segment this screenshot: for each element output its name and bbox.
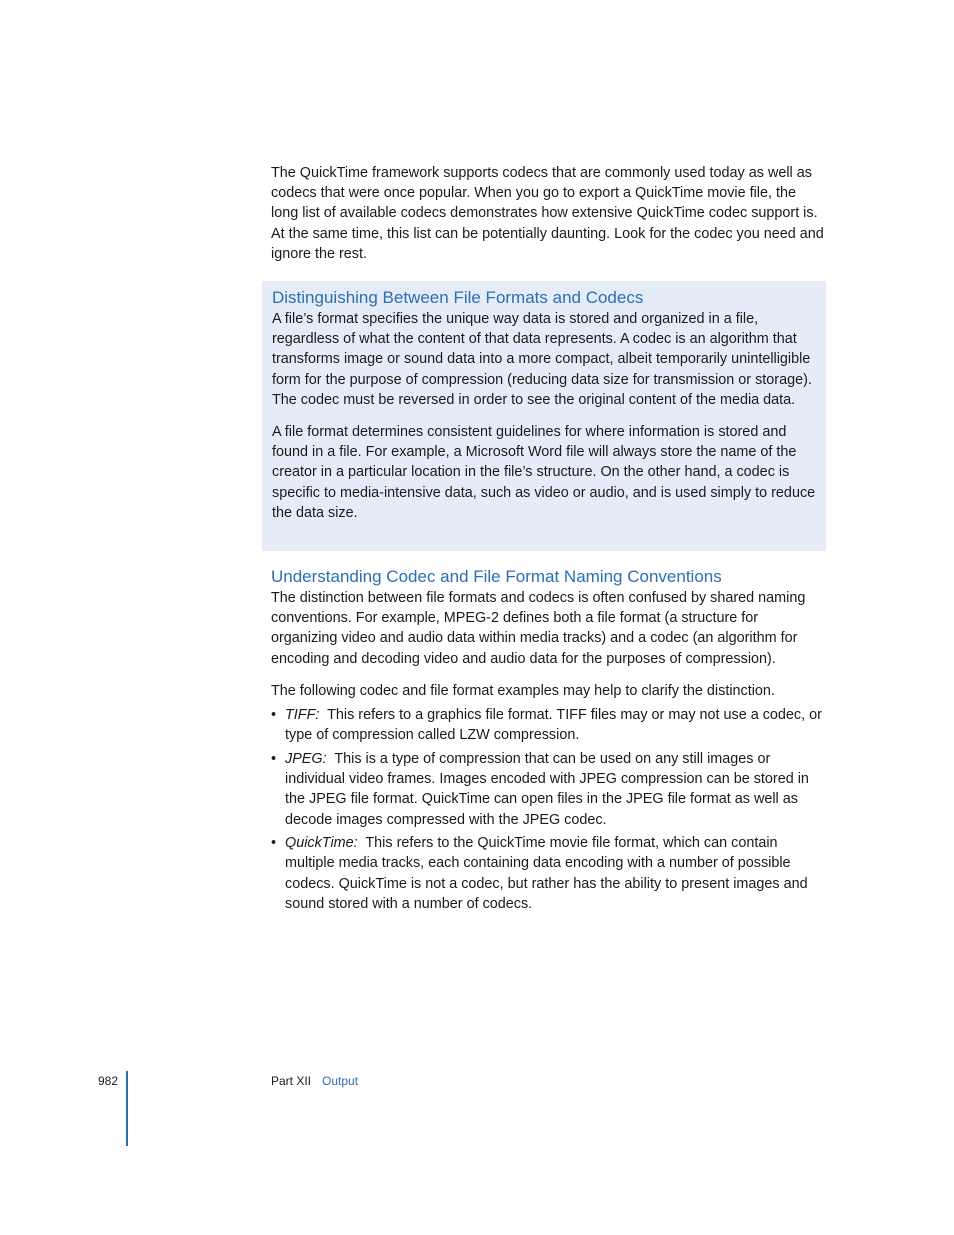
list-item-term: TIFF:	[285, 707, 320, 724]
bullet-icon: •	[271, 750, 277, 767]
footer-rule	[126, 1071, 128, 1146]
list-item	[271, 833, 827, 914]
list-item-text: This is a type of compression that can be used on any still images or individual video frames. Images encoded with JPEG compression can be stored in the JPEG file format. QuickTime can open files in the JPEG file format as well as decode images compressed with the JPEG codec.	[285, 750, 809, 828]
list-item-text: This refers to the QuickTime movie file format, which can contain multiple media tracks, each containing data encoding with a number of possible codecs. QuickTime is not a codec, but rather has the ability to present images and sound stored with a number of codecs.	[285, 835, 808, 912]
section-heading: Understanding Codec and File Format Naming Conventions	[271, 567, 722, 586]
bullet-icon: •	[271, 707, 277, 724]
sidebar-paragraph: A file’s format specifies the unique way data is stored and organized in a file, regardless of what the content of that data represents. A codec is an algorithm that transforms image or sound data into a more compact, albeit temporarily unintelligible form for the purpose of compression (reducing data size for transmission or storage). The codec must be reversed in order to see the original content of the media data.	[272, 311, 812, 408]
section-paragraph: The distinction between file formats and codecs is often confused by shared naming conventions. For example, MPEG-2 defines both a file format (a structure for organizing video and audio data within media tracks) and a codec (an algorithm for encoding and decoding video and audio data for the purposes of compression).	[271, 590, 806, 667]
sidebar-box	[262, 281, 826, 551]
footer-section-link[interactable]: Output	[322, 1074, 359, 1088]
sidebar-heading: Distinguishing Between File Formats and Codecs	[272, 288, 644, 307]
intro-paragraph: The QuickTime framework supports codecs that are commonly used today as well as codecs that were once popular. When you go to export a QuickTime movie file, the long list of available codecs demonstrates how extensive QuickTime codec support is. At the same time, this list can be potentially daunting. Look for the codec you need and ignore the rest.	[271, 165, 824, 262]
naming-conventions-section	[271, 566, 827, 918]
list-item-text: This refers to a graphics file format. TIFF files may or may not use a codec, or type of compression called LZW compression.	[285, 707, 822, 744]
list-item	[271, 749, 827, 830]
list-item-term: QuickTime:	[285, 835, 358, 852]
list-item-term: JPEG:	[285, 750, 327, 767]
page-number: 982	[98, 1074, 119, 1088]
list-item	[271, 705, 827, 745]
bullet-icon: •	[271, 835, 277, 852]
sidebar-paragraph: A file format determines consistent guidelines for where information is stored and found in a file. For example, a Microsoft Word file will always store the name of the creator in a particular location in the file’s structure. On the other hand, a codec is specific to media-intensive data, such as video or audio, and is used simply to reduce the data size.	[272, 424, 816, 521]
section-paragraph: The following codec and file format examples may help to clarify the distinction.	[271, 682, 775, 699]
examples-list	[271, 705, 827, 914]
footer-part-label: Part XII	[271, 1074, 312, 1088]
